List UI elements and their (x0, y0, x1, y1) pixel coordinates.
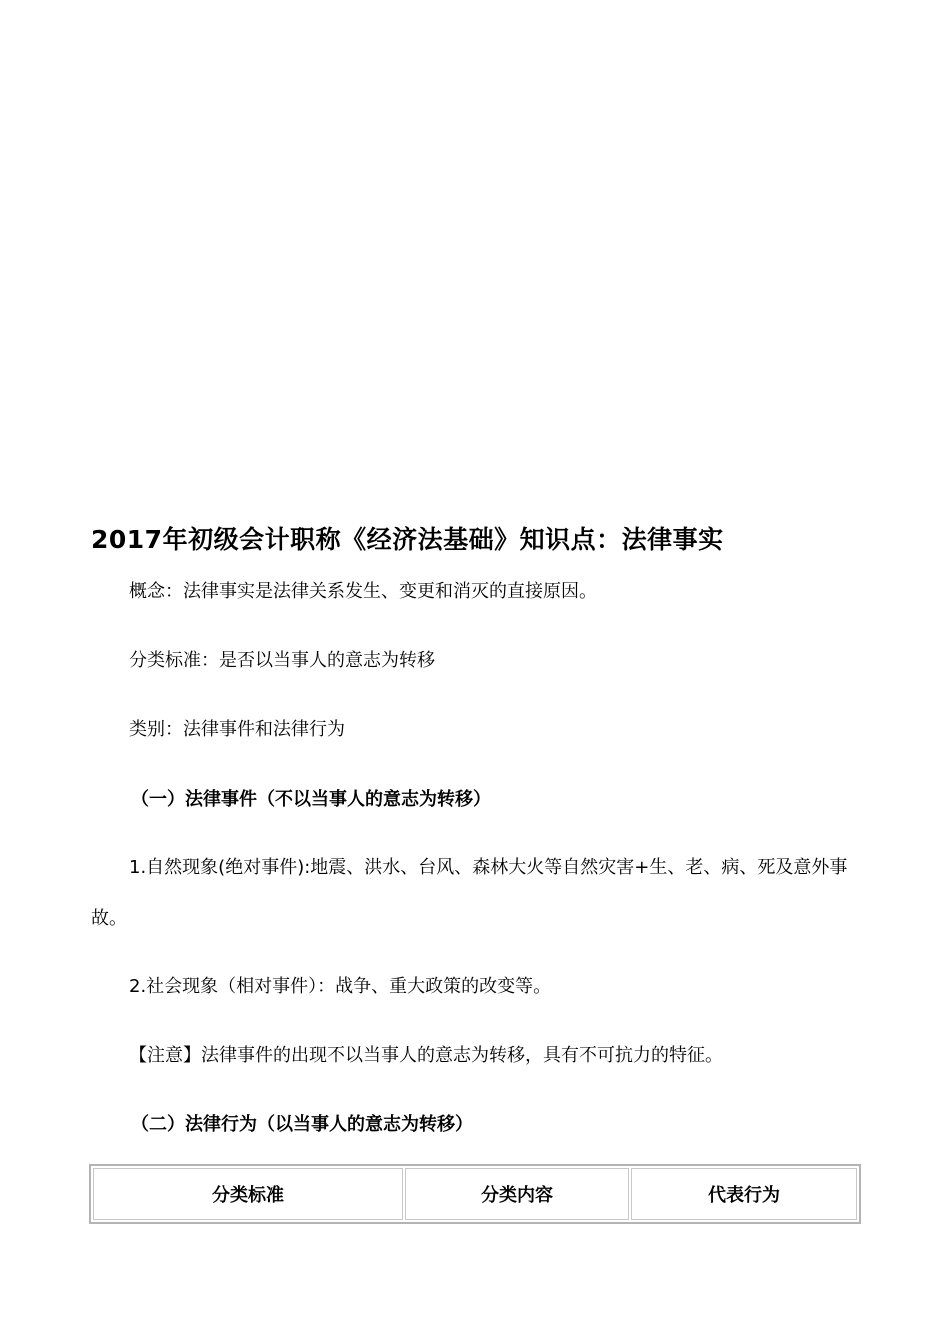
concept-paragraph: 概念：法律事实是法律关系发生、变更和消灭的直接原因。 (129, 581, 597, 602)
classification-table (89, 1164, 861, 1224)
social-phenomena-item: 2.社会现象（相对事件）：战争、重大政策的改变等。 (129, 976, 552, 997)
note-paragraph: 【注意】法律事件的出现不以当事人的意志为转移，具有不可抗力的特征。 (129, 1045, 723, 1066)
section-legal-events-heading: （一）法律事件（不以当事人的意志为转移） (131, 789, 491, 810)
table-header-content: 分类内容 (405, 1168, 629, 1220)
table-header-representative-acts: 代表行为 (631, 1168, 857, 1220)
table-header-row (93, 1168, 857, 1220)
document-title: 2017年初级会计职称《经济法基础》知识点：法律事实 (91, 525, 724, 554)
category-paragraph: 类别：法律事件和法律行为 (129, 719, 345, 740)
natural-phenomena-item-line1: 1.自然现象(绝对事件):地震、洪水、台风、森林大火等自然灾害+生、老、病、死及意外事 (129, 857, 848, 878)
table-header-standard: 分类标准 (93, 1168, 403, 1220)
classification-standard-paragraph: 分类标准：是否以当事人的意志为转移 (129, 650, 435, 671)
section-legal-acts-heading: （二）法律行为（以当事人的意志为转移） (131, 1114, 473, 1135)
natural-phenomena-item-line2: 故。 (91, 908, 127, 929)
